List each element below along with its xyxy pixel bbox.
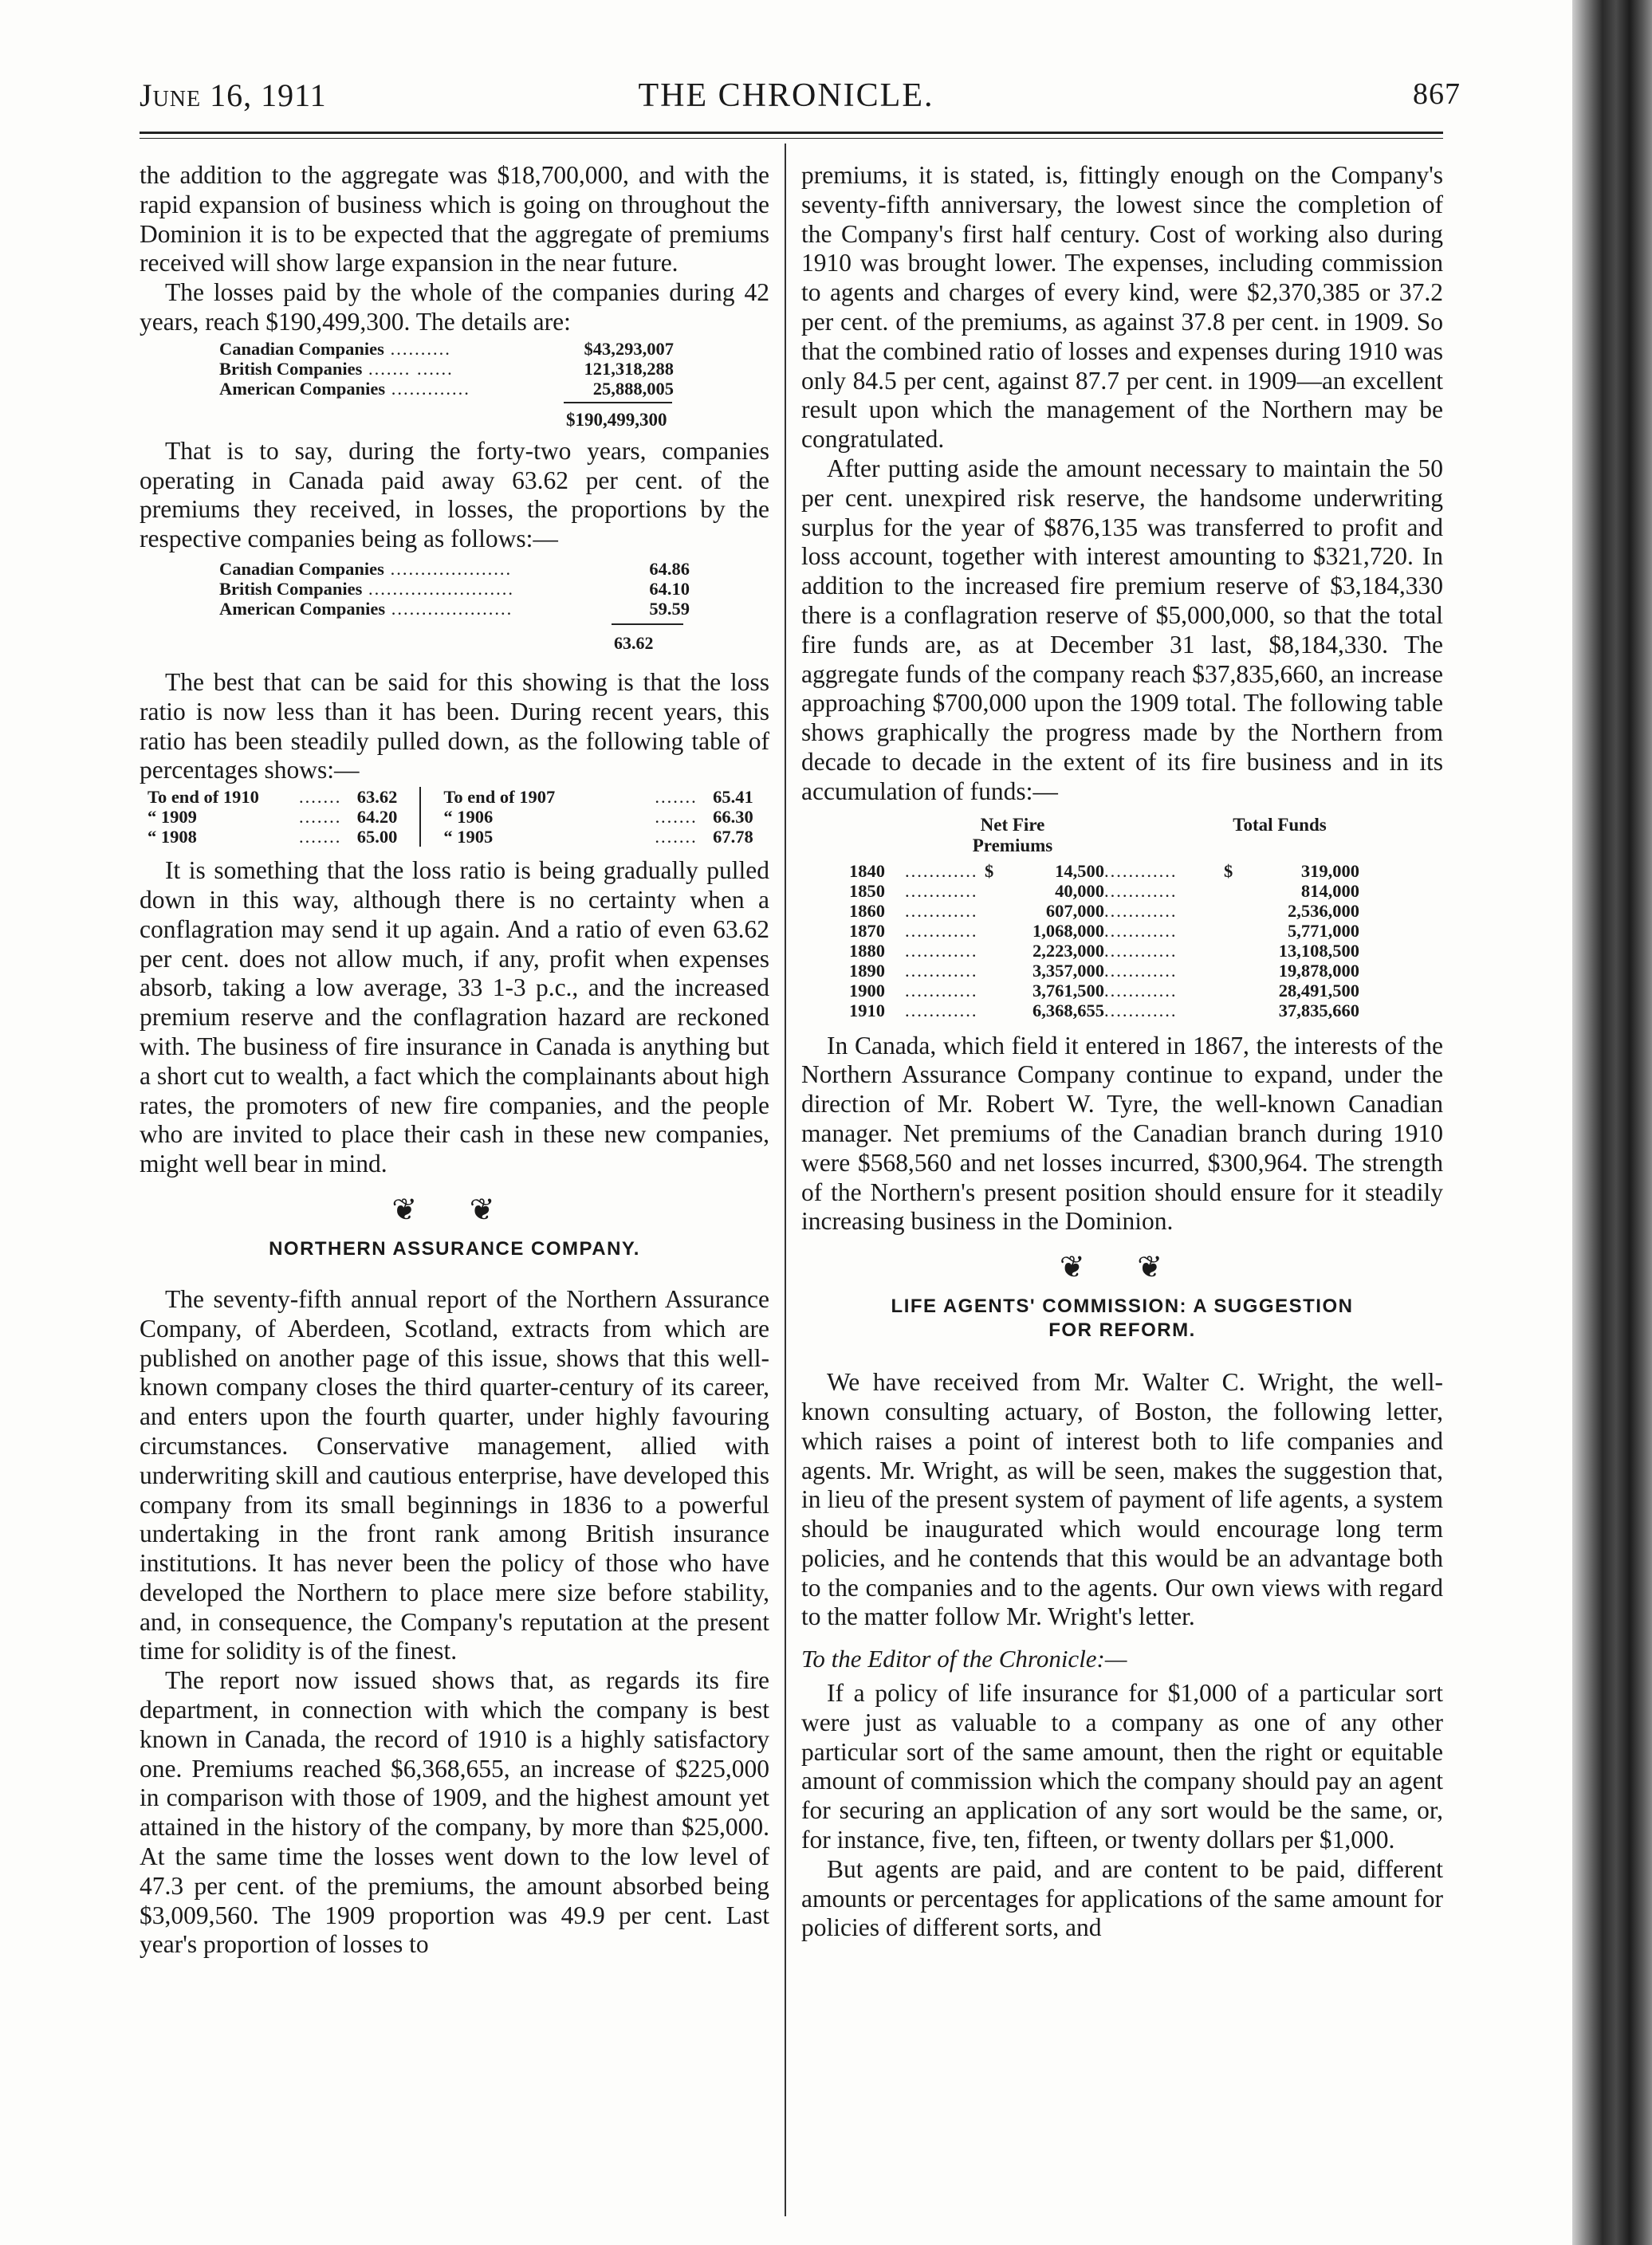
row-label: British Companies [219, 578, 363, 599]
ratio-table [219, 559, 690, 619]
row-label: Canadian Companies [219, 338, 384, 359]
row-value: 121,318,288 [584, 358, 674, 379]
table-row: 1840 ............ $ 14,500 ............ $ 319,000 [849, 860, 1359, 881]
paragraph: In Canada, which field it entered in 1867, the interests of the Northern Assurance Company continue to expand, under the direction of Mr. Robert W. Tyre, the well-known Canadian manager. Net premiums of the Canadian branch during 1910 were $568,560 and net losses incurred, $300,964. The strength of the Northern's present position should ensure for it steadily increasing business in the Dominion. [801, 1031, 1443, 1236]
table-row: 1910 ............ 6,368,655 ............ 37,835,660 [849, 1000, 1359, 1020]
percentages-right [443, 787, 753, 847]
dollar-sign [1224, 981, 1240, 1001]
row-value: 63.62 [356, 787, 398, 808]
table-row: “ 1905 ....... 67.78 [443, 827, 753, 847]
paragraph: It is something that the loss ratio is being gradually pulled down in this way, although there is no certainty when a conflagration may send it up again. And a ratio of even 63.62 per cent. does not allow much, if any, profit when expenses absorb, taking a low average, 33 1-3 p.c., and the increased premium reserve and the conflagration hazard are reckoned with. The business of fire insurance in Canada is anything but a short cut to wealth, a fact which the complainants about high rates, the promoters of new fire companies, and the people who are invited to place their cash in these new companies, might well bear in mind. [140, 856, 769, 1178]
row-funds: 814,000 [1300, 880, 1359, 901]
ratios-total: 63.62 [614, 632, 654, 653]
dollar-sign [985, 941, 1001, 961]
paragraph: But agents are paid, and are content to be paid, different amounts or percentages for applications of the same amount for policies of different sorts, and [801, 1854, 1443, 1942]
row-value: 64.20 [356, 807, 398, 828]
row-funds: 319,000 [1300, 860, 1359, 881]
row-value: 59.59 [649, 598, 690, 619]
row-year: To end of 1907 [443, 787, 556, 808]
row-value: 67.78 [713, 827, 753, 847]
dollar-sign: $ [985, 860, 994, 881]
losses-total: $190,499,300 [566, 409, 667, 430]
sum-rule [612, 623, 683, 625]
row-label: Canadian Companies [219, 558, 384, 579]
dollar-sign: $ [1224, 860, 1233, 881]
losses-table [219, 339, 674, 399]
percentages-left [148, 787, 397, 847]
table-row: 1850 ............ 40,000 ............ 814,000 [849, 880, 1359, 901]
sum-rule [564, 402, 672, 403]
dollar-sign [985, 981, 1001, 1001]
paragraph: If a policy of life insurance for $1,000 of a particular sort were just as valuable to a company as one of any other particular sort of the same amount, then the right or equitable amount of commission which the company should pay an agent for securing an application of any sort would be the same, or, for instance, five, ten, fifteen, or twenty dollars per $1,000. [801, 1679, 1443, 1854]
row-value: 64.10 [649, 578, 690, 599]
table-divider [419, 787, 421, 847]
heading-line: FOR REFORM. [1048, 1319, 1196, 1342]
table-row: British Companies ........................ 64.10 [219, 578, 690, 599]
row-funds: 28,491,500 [1278, 980, 1359, 1001]
dollar-sign [1224, 941, 1240, 961]
row-premiums: 3,761,500 [1032, 980, 1104, 1001]
row-value: $43,293,007 [584, 338, 674, 359]
paragraph: The report now issued shows that, as regards its fire department, in connection with which the company is best known in Canada, the record of 1910 is a highly satisfactory one. Premiums reached $6,368,655, an increase of $225,000 in comparison with those of 1909, and the highest amount yet attained in the history of the company, by more than $25,000. At the same time the losses went down to the low level of 47.3 per cent. of the premiums, the amount absorbed being $3,009,560. The 1909 proportion was 49.9 per cent. Last year's proportion of losses to [140, 1666, 769, 1959]
issue-date: June 16, 1911 [140, 77, 327, 113]
table-row: 1870 ............ 1,068,000 ............ 5,771,000 [849, 920, 1359, 941]
row-year: 1840 [849, 860, 885, 881]
row-label: British Companies [219, 358, 363, 379]
row-label: American Companies [219, 378, 386, 399]
row-premiums: 6,368,655 [1032, 1000, 1104, 1020]
row-funds: 37,835,660 [1278, 1000, 1359, 1020]
paragraph: the addition to the aggregate was $18,700,000, and with the rapid expansion of business which is going on throughout the Dominion it is to be expected that the aggregate of premiums received will show large expansion in the near future. [140, 161, 769, 277]
table-row: British Companies ....... ...... 121,318,288 [219, 358, 674, 379]
paragraph: We have received from Mr. Walter C. Wright, the well-known consulting actuary, of Boston, the following letter, which raises a point of interest both to life companies and agents. Mr. Wright, as will be seen, makes the suggestion that, in lieu of the present system of payment of life agents, a system should be inaugurated which would encourage long term policies, and he contends that this would be an advantage both to the companies and to the agents. Our own views with regard to the matter follow Mr. Wright's letter. [801, 1368, 1443, 1631]
right-column [801, 161, 1443, 1943]
row-premiums: 607,000 [1045, 900, 1104, 921]
row-value: 65.41 [713, 787, 753, 808]
column-rule [785, 144, 786, 2216]
row-funds: 2,536,000 [1288, 900, 1359, 921]
row-premiums: 40,000 [1055, 880, 1104, 901]
table-row: 1890 ............ 3,357,000 ............ 19,878,000 [849, 960, 1359, 981]
row-value: 66.30 [713, 807, 753, 828]
row-premiums: 14,500 [1055, 860, 1104, 881]
row-value: 64.86 [649, 558, 690, 579]
dollar-sign [985, 881, 1001, 901]
dollar-sign [985, 961, 1001, 981]
row-funds: 13,108,500 [1278, 940, 1359, 961]
row-year: 1850 [849, 880, 885, 901]
dollar-sign [985, 901, 1001, 921]
table-row: To end of 1910 ....... 63.62 [148, 787, 398, 808]
row-year: 1870 [849, 920, 885, 941]
table-row: 1900 ............ 3,761,500 ............ 28,491,500 [849, 980, 1359, 1001]
dollar-sign [1224, 901, 1240, 921]
section-ornament: ❦ ❦ [1059, 1251, 1186, 1285]
row-year: 1900 [849, 980, 885, 1001]
paragraph: The best that can be said for this showing is that the loss ratio is now less than it has been. During recent years, this ratio has been steadily pulled down, as the following table of percentages shows:— [140, 667, 769, 784]
heading-line: LIFE AGENTS' COMMISSION: A SUGGESTION [891, 1295, 1354, 1318]
paragraph: After putting aside the amount necessary to maintain the 50 per cent. unexpired risk reserve, the handsome underwriting surplus for the year of $876,135 was transferred to profit and loss account, together with interest amounting to $321,720. In addition to the increased fire premium reserve of $3,184,330 there is a conflagration reserve of $5,000,000, so that the total fire funds are, as at December 31 last, $8,184,330. The aggregate funds of the company reach $37,835,660, an increase approaching $700,000 upon the 1909 total. The following table shows graphically the progress made by the Northern from decade to decade in the extent of its fire business and in its accumulation of funds:— [801, 454, 1443, 805]
dollar-sign [985, 1001, 1001, 1020]
row-value: 25,888,005 [592, 378, 674, 399]
header-rule [140, 132, 1443, 134]
table-row: Canadian Companies .................... 64.86 [219, 558, 690, 579]
row-year: “ 1905 [443, 827, 494, 847]
dollar-sign [1224, 881, 1240, 901]
row-premiums: 2,223,000 [1032, 940, 1104, 961]
table-row: 1860 ............ 607,000 ............ 2,536,000 [849, 900, 1359, 921]
table-row: American Companies ............. 25,888,005 [219, 378, 674, 399]
table-row: To end of 1907 ....... 65.41 [443, 787, 753, 808]
row-premiums: 3,357,000 [1032, 960, 1104, 981]
column-header-funds: Total Funds [1233, 814, 1327, 835]
percentages-table [148, 787, 769, 847]
page-number: 867 [1413, 77, 1461, 111]
row-label: American Companies [219, 598, 386, 619]
row-year: 1880 [849, 940, 885, 961]
row-year: “ 1906 [443, 807, 494, 828]
row-year: “ 1908 [148, 827, 197, 847]
row-year: 1890 [849, 960, 885, 981]
paragraph: The seventy-fifth annual report of the Northern Assurance Company, of Aberdeen, Scotland, extracts from which are published on another page of this issue, shows that this well-known company closes the third quarter-century of its career, and enters upon the fourth quarter, under highly favouring circumstances. Conservative management, allied with underwriting skill and cautious enterprise, have developed this company from its small beginnings in 1836 to a powerful undertaking in the front rank among British insurance institutions. It has never been the policy of those who have developed the Northern to place mere size before stability, and, in consequence, the Company's reputation at the present time for solidity is of the finest. [140, 1284, 769, 1665]
growth-table-header [801, 815, 1443, 856]
table-row: “ 1909 ....... 64.20 [148, 807, 398, 828]
left-column [140, 161, 769, 1960]
row-year: 1860 [849, 900, 885, 921]
header-rule-thin [140, 138, 1443, 139]
dollar-sign [1224, 921, 1240, 941]
table-row: 1880 ............ 2,223,000 ............ 13,108,500 [849, 940, 1359, 961]
section-heading [801, 1295, 1443, 1343]
paragraph: The losses paid by the whole of the companies during 42 years, reach $190,499,300. The details are: [140, 278, 769, 336]
row-year: “ 1909 [148, 807, 197, 828]
growth-table [849, 861, 1359, 1020]
row-funds: 19,878,000 [1278, 960, 1359, 981]
section-heading: NORTHERN ASSURANCE COMPANY. [269, 1237, 640, 1260]
table-row: Canadian Companies .......... $43,293,007 [219, 338, 674, 359]
letter-salutation: To the Editor of the Chronicle:— [801, 1645, 1127, 1673]
table-row: “ 1908 ....... 65.00 [148, 827, 398, 847]
paragraph: premiums, it is stated, is, fittingly enough on the Company's seventy-fifth anniversary, the lowest since the completion of the Company's first half century. Cost of working also during 1910 was brought lower. The expenses, including commission to agents and charges of every kind, were $2,370,385 or 37.2 per cent. of the premiums, as against 37.8 per cent. in 1909. So that the combined ratio of losses and expenses during 1910 was only 84.5 per cent, against 87.7 per cent. in 1909—an excellent result upon which the management of the Northern may be congratulated. [801, 161, 1443, 454]
paragraph: That is to say, during the forty-two years, companies operating in Canada paid away 63.62 per cent. of the premiums they received, in losses, the proportions by the respective companies being as follows:— [140, 436, 769, 553]
book-binding-edge [1572, 0, 1652, 2245]
dollar-sign [1224, 1001, 1240, 1020]
dollar-sign [1224, 961, 1240, 981]
table-row: “ 1906 ....... 66.30 [443, 807, 753, 828]
row-funds: 5,771,000 [1288, 920, 1359, 941]
masthead-title: THE CHRONICLE. [638, 77, 934, 114]
column-header-premiums: Net Fire Premiums [972, 814, 1053, 855]
row-year: 1910 [849, 1000, 885, 1020]
dollar-sign [985, 921, 1001, 941]
row-value: 65.00 [356, 827, 398, 847]
row-year: To end of 1910 [148, 787, 259, 808]
section-ornament: ❦ ❦ [391, 1193, 517, 1227]
table-row: American Companies .................... 59.59 [219, 598, 690, 619]
row-premiums: 1,068,000 [1032, 920, 1104, 941]
